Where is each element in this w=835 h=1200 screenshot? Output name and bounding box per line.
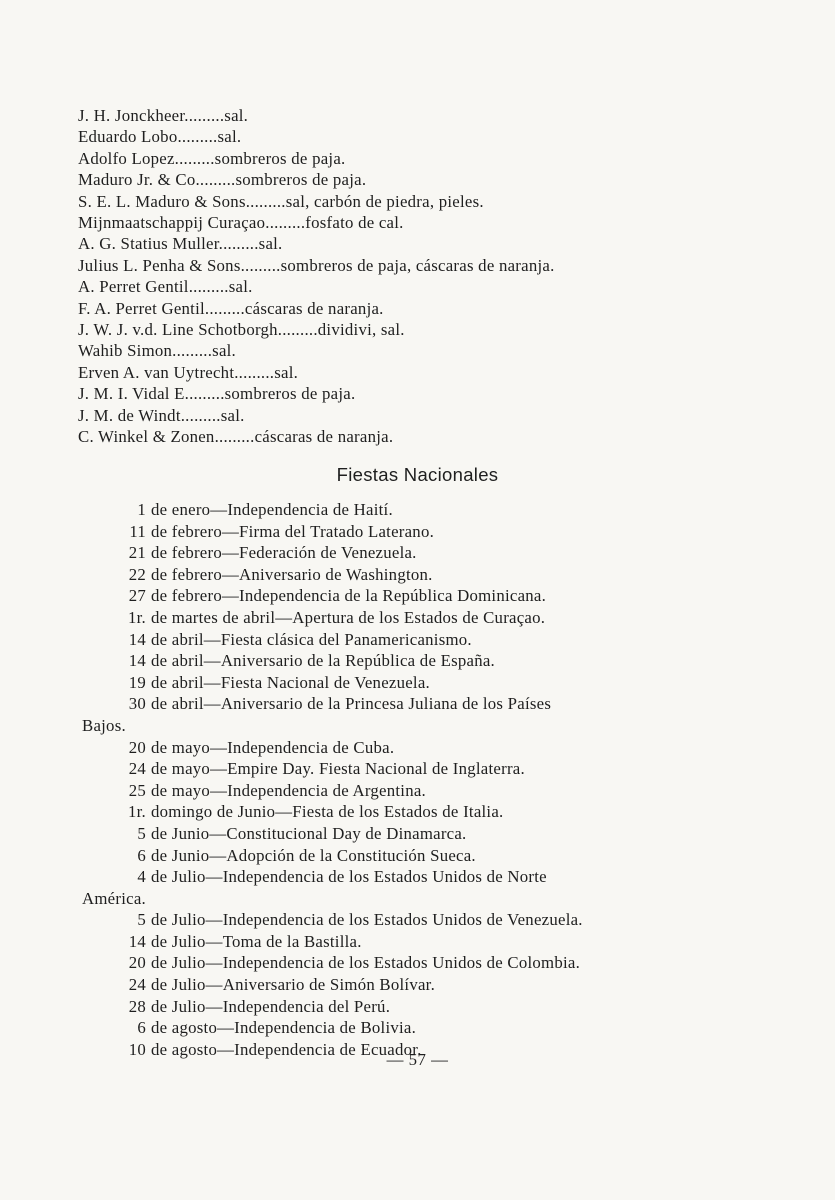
holiday-day: 30 — [128, 694, 146, 714]
holiday-day: 11 — [129, 521, 146, 541]
merchant-line: J. M. de Windt.........sal. — [78, 405, 245, 425]
merchant-line: Julius L. Penha & Sons.........sombreros de paja, cáscaras de naranja. — [78, 255, 555, 275]
holiday-continuation: Bajos. — [82, 715, 126, 735]
holiday-entry — [82, 737, 722, 759]
merchant-line: Eduardo Lobo.........sal. — [78, 127, 242, 147]
merchant-line: Mijnmaatschappij Curaçao.........fosfato de cal. — [78, 213, 404, 233]
holiday-text: de Julio—Independencia de los Estados Unidos de Venezuela. — [151, 910, 583, 930]
section-title: Fiestas Nacionales — [336, 464, 499, 485]
holiday-day: 27 — [128, 586, 146, 606]
holiday-text: de Julio—Aniversario de Simón Bolívar. — [151, 975, 436, 995]
holiday-entry — [82, 564, 722, 586]
holiday-day: 25 — [128, 780, 146, 800]
holiday-list — [82, 499, 722, 1060]
holiday-text: de Junio—Adopción de la Constitución Sueca. — [151, 845, 476, 865]
holiday-entry — [82, 650, 722, 672]
holiday-entry — [82, 952, 722, 974]
holiday-text: de agosto—Independencia de Ecuador. — [151, 1039, 422, 1059]
holiday-day: 1r. — [128, 802, 146, 822]
holiday-text: de mayo—Independencia de Cuba. — [151, 737, 395, 757]
holiday-day: 14 — [128, 651, 146, 671]
holiday-text: de Julio—Independencia de los Estados Unidos de Colombia. — [151, 953, 581, 973]
holiday-text: de martes de abril—Apertura de los Estados de Curaçao. — [151, 607, 546, 627]
holiday-text: de abril—Aniversario de la República de España. — [151, 651, 495, 671]
holiday-day: 24 — [128, 975, 146, 995]
holiday-entry — [82, 866, 722, 888]
holiday-entry — [82, 521, 722, 543]
holiday-text: de Julio—Independencia del Perú. — [151, 996, 391, 1016]
holiday-day: 6 — [137, 1018, 146, 1038]
holiday-day: 22 — [128, 564, 146, 584]
holiday-text: de enero—Independencia de Haití. — [151, 500, 393, 519]
merchant-line: F. A. Perret Gentil.........cáscaras de naranja. — [78, 298, 384, 318]
holiday-entry — [82, 996, 722, 1018]
holiday-text: de febrero—Federación de Venezuela. — [151, 543, 417, 563]
holiday-entry — [82, 542, 722, 564]
holiday-text: de Junio—Constitucional Day de Dinamarca. — [151, 823, 467, 843]
holiday-text: de mayo—Empire Day. Fiesta Nacional de Inglaterra. — [151, 759, 525, 779]
holiday-entry — [82, 672, 722, 694]
holiday-entry — [82, 931, 722, 953]
holiday-entry — [82, 585, 722, 607]
holiday-day: 6 — [137, 845, 146, 865]
holiday-day: 5 — [137, 910, 146, 930]
holiday-text: domingo de Junio—Fiesta de los Estados de Italia. — [151, 802, 504, 822]
merchant-line: Wahib Simon.........sal. — [78, 341, 237, 361]
holiday-entry — [82, 823, 722, 845]
merchant-line: C. Winkel & Zonen.........cáscaras de naranja. — [78, 427, 394, 447]
merchant-line: A. G. Statius Muller.........sal. — [78, 234, 283, 254]
holiday-day: 24 — [128, 759, 146, 779]
holiday-entry — [82, 780, 722, 802]
holiday-entry — [82, 845, 722, 867]
holiday-text: de Julio—Toma de la Bastilla. — [151, 931, 362, 951]
merchant-line: Maduro Jr. & Co.........sombreros de paja. — [78, 170, 367, 190]
holiday-entry — [82, 974, 722, 996]
page-number: — 57 — — [386, 1050, 449, 1069]
holiday-text: de febrero—Independencia de la República Dominicana. — [151, 586, 547, 606]
merchant-line: S. E. L. Maduro & Sons.........sal, carbón de piedra, pieles. — [78, 191, 484, 211]
holiday-day: 28 — [128, 996, 146, 1016]
holiday-text: de abril—Fiesta clásica del Panamericanismo. — [151, 629, 472, 649]
holiday-day: 19 — [128, 672, 146, 692]
holiday-day: 10 — [128, 1039, 146, 1059]
holiday-text: de febrero—Firma del Tratado Laterano. — [151, 521, 435, 541]
merchant-line: J. W. J. v.d. Line Schotborgh.........dividivi, sal. — [78, 320, 405, 340]
holiday-day: 14 — [128, 931, 146, 951]
holiday-text: de Julio—Independencia de los Estados Unidos de Norte — [151, 867, 547, 887]
holiday-entry — [82, 758, 722, 780]
holiday-text: de abril—Aniversario de la Princesa Juliana de los Países — [151, 694, 552, 714]
holiday-text: de agosto—Independencia de Bolivia. — [151, 1018, 417, 1038]
holiday-day: 20 — [128, 737, 146, 757]
holiday-day: 5 — [137, 823, 146, 843]
holiday-text: de febrero—Aniversario de Washington. — [151, 564, 433, 584]
holiday-entry — [82, 801, 722, 823]
merchant-line: Erven A. van Uytrecht.........sal. — [78, 362, 299, 382]
holiday-day: 14 — [128, 629, 146, 649]
merchant-line: Adolfo Lopez.........sombreros de paja. — [78, 148, 346, 168]
holiday-text: de mayo—Independencia de Argentina. — [151, 780, 426, 800]
merchant-list — [78, 105, 768, 448]
holiday-entry — [82, 909, 722, 931]
holiday-entry — [82, 1017, 722, 1039]
holiday-entry — [82, 607, 722, 629]
holiday-day: 21 — [128, 543, 146, 563]
merchant-line: J. M. I. Vidal E.........sombreros de paja. — [78, 384, 356, 404]
holiday-day: 1r. — [128, 607, 146, 627]
holiday-text: de abril—Fiesta Nacional de Venezuela. — [151, 672, 430, 692]
holiday-entry — [82, 693, 722, 715]
holiday-continuation: América. — [82, 888, 146, 908]
holiday-entry — [82, 499, 722, 521]
merchant-line: A. Perret Gentil.........sal. — [78, 277, 253, 297]
holiday-entry — [82, 629, 722, 651]
holiday-day: 1 — [137, 500, 146, 519]
holiday-day: 4 — [137, 867, 146, 887]
holiday-day: 20 — [128, 953, 146, 973]
merchant-line: J. H. Jonckheer.........sal. — [78, 106, 249, 125]
